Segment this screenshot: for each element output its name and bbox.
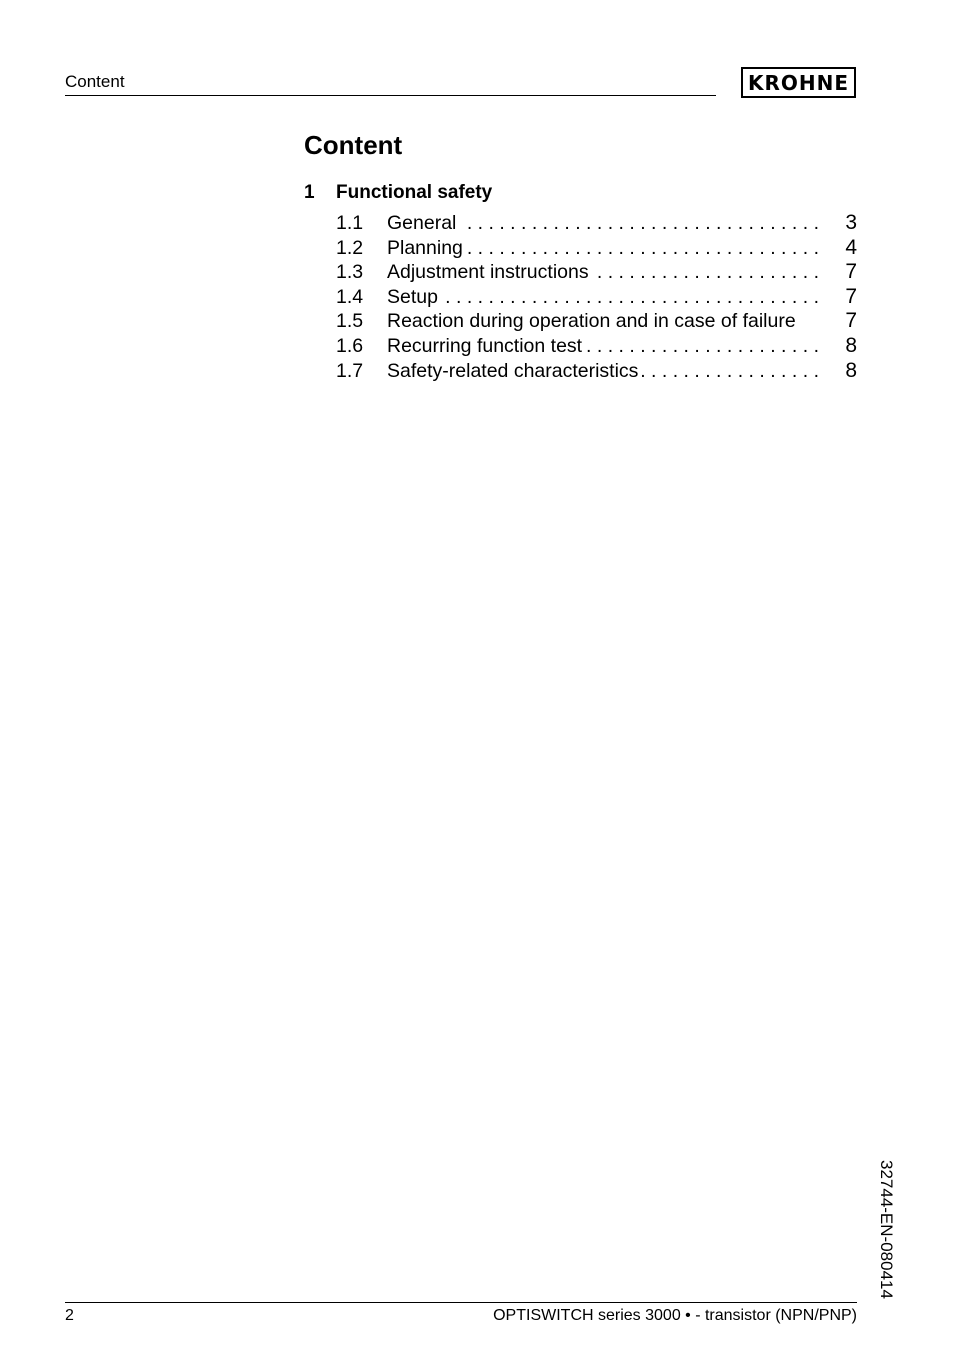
krohne-logo xyxy=(741,67,856,98)
logo-text: KROHNE xyxy=(747,70,850,95)
toc-entry-title: Setup xyxy=(387,286,442,308)
toc-entry-page: 8 xyxy=(845,358,857,382)
toc-entry-page: 3 xyxy=(845,211,857,234)
toc-entry-title: Reaction during operation and in case of failure xyxy=(387,310,800,332)
toc-entry-title: Recurring function test xyxy=(387,335,586,357)
toc-entry-title: Adjustment instructions xyxy=(387,261,593,283)
toc-entry-number: 1.3 xyxy=(336,261,364,284)
document-id: 32744-EN-080414 xyxy=(877,1160,896,1299)
section-number: 1 xyxy=(304,182,315,203)
toc-entry-title: Planning xyxy=(387,237,467,259)
table-of-contents xyxy=(336,211,857,383)
toc-entry-page: 7 xyxy=(845,284,857,308)
toc-entry-page: 7 xyxy=(845,309,857,333)
toc-entry-page: 7 xyxy=(845,260,857,284)
toc-entry-number: 1.7 xyxy=(336,359,364,382)
toc-entry-recurring-function-test[interactable] xyxy=(336,334,857,359)
toc-entry-safety-related-characteristics[interactable] xyxy=(336,359,857,384)
header-label: Content xyxy=(65,72,125,91)
toc-entry-adjustment-instructions[interactable] xyxy=(336,260,857,285)
toc-entry-planning[interactable] xyxy=(336,236,857,261)
toc-entry-page: 8 xyxy=(845,333,857,357)
toc-entry-number: 1.6 xyxy=(336,334,364,357)
section-title: Functional safety xyxy=(336,182,493,203)
footer-page-number: 2 xyxy=(65,1307,74,1324)
toc-entry-number: 1.2 xyxy=(336,236,364,259)
toc-entry-number: 1.4 xyxy=(336,285,364,308)
page-title: Content xyxy=(304,130,403,160)
toc-entry-page: 4 xyxy=(845,235,857,259)
footer-product-name: OPTISWITCH series 3000 • - transistor (NPN/PNP) xyxy=(493,1307,857,1324)
toc-entry-setup[interactable] xyxy=(336,285,857,310)
toc-entry-number: 1.1 xyxy=(336,212,364,234)
toc-entry-reaction-during-operation[interactable] xyxy=(336,309,857,334)
header-rule xyxy=(65,95,716,96)
toc-entry-number: 1.5 xyxy=(336,310,364,333)
toc-entry-title: Safety-related characteristics xyxy=(387,360,642,382)
toc-entry-general[interactable] xyxy=(336,211,857,236)
footer-rule xyxy=(65,1302,857,1303)
toc-entry-title: General xyxy=(387,212,460,234)
